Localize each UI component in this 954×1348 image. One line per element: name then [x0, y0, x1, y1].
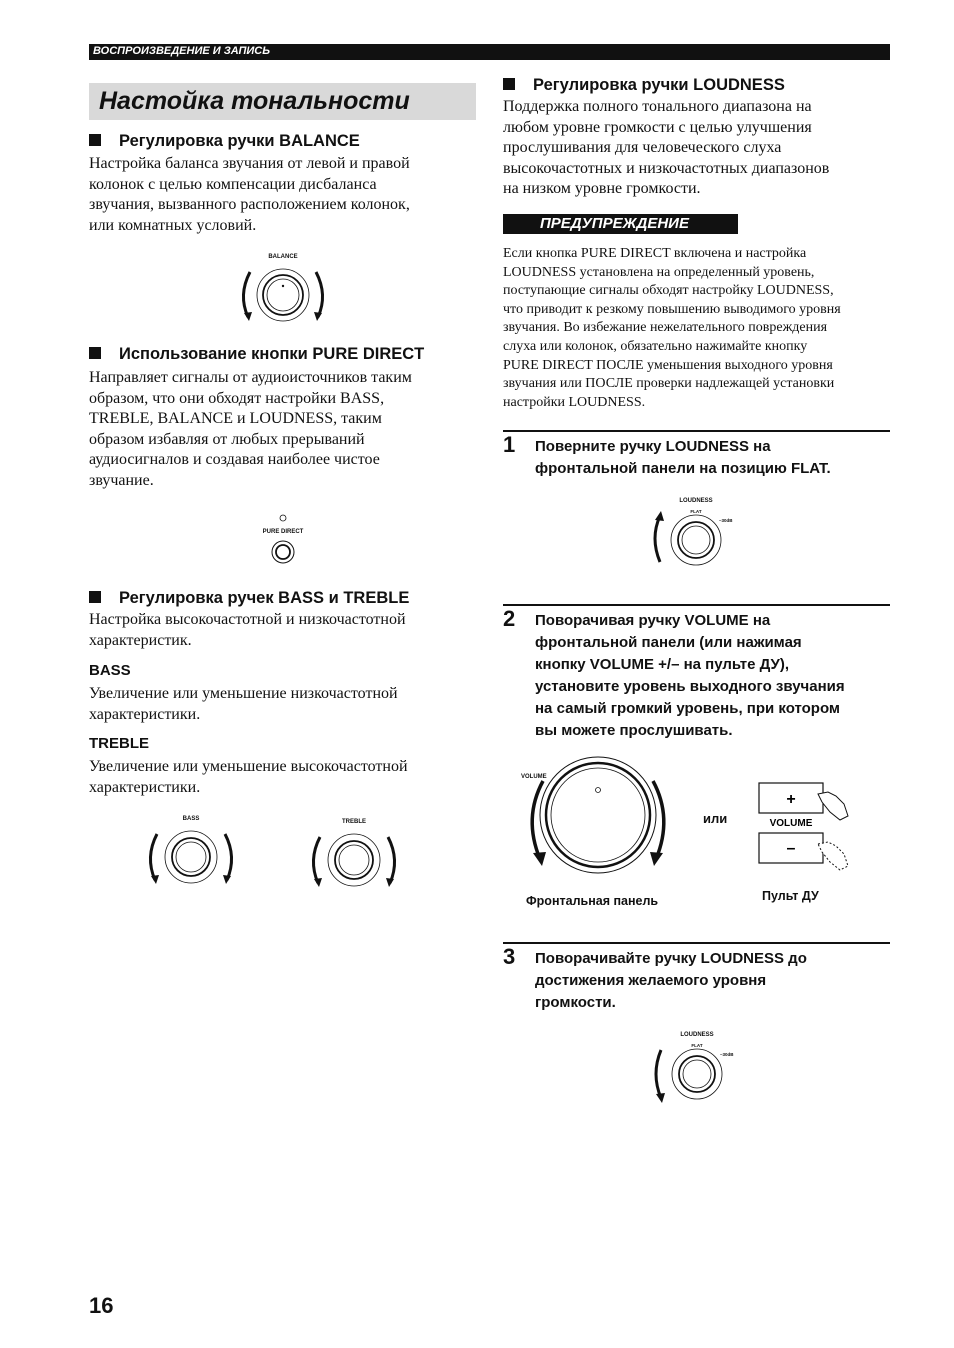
loudness-knob-label: LOUDNESS — [679, 498, 713, 504]
loudness-text: Поддержка полного тонального диапазона на любом уровне громкости с целью улучшения прослушивания для человеческого слуха высокочастотных и низкочастотных диапазонов на низком уровне громкости. — [503, 98, 830, 197]
bass-treble-heading: Регулировка ручек BASS и TREBLE — [89, 589, 409, 608]
pure-direct-button-figure — [252, 512, 314, 568]
section-header-text: ВОСПРОИЗВЕДЕНИЕ И ЗАПИСЬ — [93, 45, 271, 57]
loudness-knob-flat: FLAT — [690, 509, 702, 514]
loudness-knob-label: LOUDNESS — [680, 1032, 714, 1038]
warning-banner — [503, 214, 738, 234]
remote-caption: Пульт ДУ — [762, 889, 819, 903]
section-header-bar — [89, 44, 890, 60]
loudness-knob-figure-3 — [647, 1028, 747, 1104]
pure-direct-label: PURE DIRECT — [262, 529, 304, 535]
bass-knob-figure — [143, 812, 239, 888]
step-number: 3 — [503, 944, 516, 969]
treble-text: Увеличение или уменьшение высокочастотной характеристики. — [89, 758, 408, 796]
step-1-text: Поверните ручку LOUDNESS на фронтальной панели на позицию FLAT. — [535, 438, 831, 477]
volume-knob-figure — [518, 756, 693, 878]
balance-heading: Регулировка ручки BALANCE — [89, 132, 360, 151]
bass-knob-label: BASS — [182, 816, 200, 822]
remote-plus-label: + — [786, 791, 796, 808]
bass-text: Увеличение или уменьшение низкочастотной характеристики. — [89, 685, 398, 723]
balance-text: Настройка баланса звучания от левой и правой колонок с целью компенсации дисбаланса звучания, вызванного расположением колонок, или комнатных условий. — [89, 155, 410, 234]
loudness-knob-db: –30dB — [720, 1052, 734, 1057]
loudness-knob-figure-1 — [646, 494, 746, 570]
step-divider — [503, 604, 890, 606]
loudness-heading: Регулировка ручки LOUDNESS — [503, 76, 785, 95]
pure-direct-text: Направляет сигналы от аудиоисточников таким образом, что они обходят настройки BASS, TREBLE, BALANCE и LOUDNESS, таким образом избавляя от любых прерываний аудиосигналов и создавая наиболее чистое звучание. — [89, 369, 412, 489]
page-title: Настойка тональности — [99, 87, 410, 115]
balance-knob-figure — [232, 250, 336, 326]
step-divider — [503, 430, 890, 432]
bass-subheading: BASS — [89, 662, 131, 679]
front-panel-caption: Фронтальная панель — [526, 894, 659, 908]
pure-direct-heading: Использование кнопки PURE DIRECT — [89, 345, 424, 364]
balance-knob-label: BALANCE — [268, 254, 298, 260]
step-3-text: Поворачивайте ручку LOUDNESS до достижения желаемого уровня громкости. — [535, 950, 807, 1011]
page-title-box — [89, 83, 476, 120]
step-number: 2 — [503, 606, 516, 631]
remote-minus-label: – — [786, 840, 796, 857]
treble-knob-figure — [306, 815, 402, 891]
treble-subheading: TREBLE — [89, 735, 149, 752]
step-number: 1 — [503, 432, 516, 457]
volume-knob-label: VOLUME — [521, 774, 547, 780]
bullet-square-icon — [503, 78, 515, 90]
step-divider — [503, 942, 890, 944]
bullet-square-icon — [89, 591, 101, 603]
step-2-text: Поворачивая ручку VOLUME на фронтальной панели (или нажимая кнопку VOLUME +/– на пульте ДУ), установите уровень выходного звучания на самый громкий уровень, при котором вы можете прослушивать. — [535, 612, 845, 739]
page-number: 16 — [89, 1293, 114, 1318]
remote-volume-figure — [756, 780, 856, 872]
or-text: или — [703, 811, 728, 826]
loudness-knob-flat: FLAT — [691, 1043, 703, 1048]
warning-text: Если кнопка PURE DIRECT включена и настройка LOUDNESS установлена на определенный уровень, поступающие сигналы обходят настройку LOUDNESS, что приводит к резкому повышению выводимого уровня звучания. Во избежание нежелательного повреждения слуха или колонок, обязательно нажимайте кнопку PURE DIRECT ПОСЛЕ уменьшения выходного уровня звучания или ПОСЛЕ проверки надлежащей установки настройки LOUDNESS. — [503, 246, 841, 410]
bullet-square-icon — [89, 134, 101, 146]
remote-volume-label: VOLUME — [769, 818, 813, 829]
bass-treble-text: Настройка высокочастотной и низкочастотной характеристик. — [89, 611, 406, 649]
treble-knob-label: TREBLE — [342, 819, 366, 825]
warning-title: ПРЕДУПРЕЖДЕНИЕ — [540, 215, 689, 232]
bullet-square-icon — [89, 347, 101, 359]
loudness-knob-db: –30dB — [719, 518, 733, 523]
